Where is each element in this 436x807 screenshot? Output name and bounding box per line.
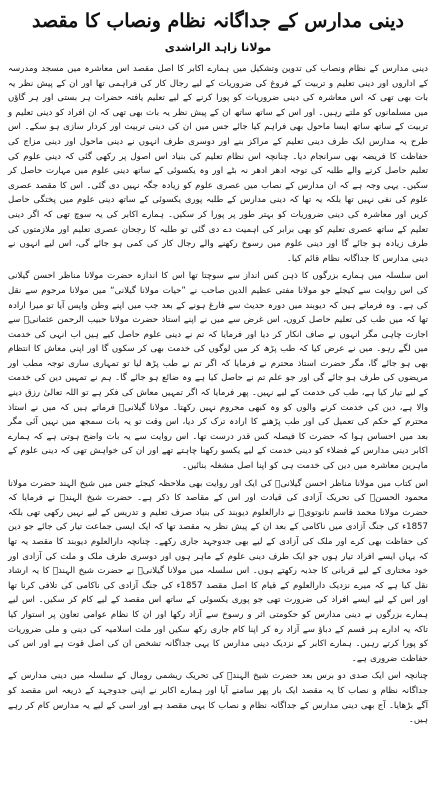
- article-paragraph: اس کتاب میں مولانا مناظر احسن گیلانیؒ کی ایک اور روایت بھی ملاحظہ کیجئے جس میں شیخ الہند حضرت مولانا محمود الحسنؒ کی تحریک آزادی کی قیادت اور اس کے مقاصد کا ذکر ہے۔ حضرت شیخ الہندؒ نے فرمایا کہ حضرت مولانا محمد قاسم نانوتویؒ نے دارالعلوم دیوبند کی بنیاد صرف تعلیم و تدریس کے لیے نہیں رکھی تھی بلکہ 1857ء کی جنگ آزادی میں ناکامی کے بعد ان کے پیش نظر یہ مقصد تھا کہ ایک ایسی جماعت تیار کی جائے جو دین کی حفاظت بھی کرے اور ملک کی آزادی کے لیے بھی جدوجہد جاری رکھے۔ چنانچہ دارالعلوم دیوبند کا مقصد یہ تھا کہ یہاں ایسے افراد تیار ہوں جو ایک طرف دینی علوم کے ماہر ہوں اور دوسری طرف ملک و ملت کی آزادی اور خود مختاری کے لیے قربانی کا جذبہ رکھتے ہوں۔ اس سلسلہ میں مولانا گیلانیؒ نے حضرت شیخ الہندؒ کا یہ ارشاد نقل کیا ہے کہ میرے نزدیک دارالعلوم کے قیام کا اصل مقصد 1857ء کی جنگ آزادی کی ناکامی کی تلافی کرنا تھا اور اس کے لیے ایسے افراد کی ضرورت تھی جو پوری یکسوئی کے ساتھ اس مقصد کے لیے کام کر سکیں۔ اس لیے ہمارے بزرگوں نے دینی مدارس کو حکومتی اثر و رسوخ سے آزاد رکھا اور ان کا نظام عوامی تعاون پر استوار کیا تاکہ یہ ادارے ہر قسم کے دباؤ سے آزاد رہ کر اپنا کام جاری رکھ سکیں اور ملت اسلامیہ کی دینی و ملی ضروریات کو پورا کرتے رہیں۔ ہمارے اکابر کے نزدیک دینی مدارس کا یہی جداگانہ تشخص ان کی اصل قوت ہے اور اس کی حفاظت ضروری ہے۔: [8, 478, 428, 664]
- article-paragraph: دینی مدارس کے نظام ونصاب کی تدوین وتشکیل میں ہمارے اکابر کا اصل مقصد اس معاشرہ میں مسجد ومدرسہ کے اداروں اور دینی تعلیم و تربیت کے فروغ کی ضروریات کے لیے رجال کار کی فراہمی تھا اور ان کے پیش نظر یہ بات بھی تھی کہ اس معاشرہ کی دینی ضروریات کو پورا کرنے کے لیے تعلیم یافتہ حضرات ہر بستی اور ہر گاؤں میں مسلمانوں کو ملتے رہیں۔ اور اس کے ساتھ ساتھ ان کے پیش نظر یہ بات بھی تھی کہ ان افراد کو دینی تعلیم و تربیت کے ساتھ ساتھ ایسا ماحول بھی فراہم کیا جائے جس میں ان کی دینی تربیت اور کردار سازی ہو سکے۔ اس طرح یہ مدارس ایک طرف دینی تعلیم کے مراکز بنے اور دوسری طرف انہوں نے دینی ماحول اور دینی مزاج کی حفاظت کا فریضہ بھی سرانجام دیا۔ چنانچہ اس نظام تعلیم کی بنیاد اس اصول پر رکھی گئی کہ دینی علوم کی تعلیم حاصل کرنے والے طلبہ کی توجہ ادھر ادھر نہ بٹے اور وہ یکسوئی کے ساتھ دینی علوم میں مہارت حاصل کر سکیں۔ یہی وجہ ہے کہ ان مدارس کے نصاب میں عصری علوم کو زیادہ جگہ نہیں دی گئی۔ اس کا مقصد عصری علوم کی نفی نہیں تھا بلکہ یہ تھا کہ دینی مدارس کے طلبہ پوری یکسوئی کے ساتھ دینی علوم میں پختگی حاصل کریں اور معاشرہ کی دینی ضروریات کو بہتر طور پر پورا کر سکیں۔ ہمارے اکابر کی یہ سوچ تھی کہ اگر دینی تعلیم کے ساتھ عصری تعلیم کو بھی برابر کی اہمیت دے دی گئی تو طلبہ کا رجحان عصری تعلیم اور ملازمتوں کی طرف زیادہ ہو جائے گا اور دینی علوم میں رسوخ رکھنے والے رجال کار کی کمی ہو جائے گی، اس لیے انہوں نے دینی مدارس کا جداگانہ نظام قائم کیا۔: [8, 64, 428, 264]
- article-title: دینی مدارس کے جداگانہ نظام ونصاب کا مقصد: [32, 10, 404, 32]
- article-paragraph: اس سلسلہ میں ہمارے بزرگوں کا ذہن کس انداز سے سوچتا تھا اس کا اندازہ حضرت مولانا مناظر احسن گیلانی کی اس روایت سے کیجئے جو مولانا مفتی عظیم الدین صاحب نے ”حیات مولانا گیلانی“ میں مولانا مرحوم سے نقل کی ہے۔ وہ فرماتے ہیں کہ دیوبند میں دورہ حدیث سے فارغ ہونے کے بعد جب میں اپنے وطن واپس آیا تو میرا ارادہ تھا کہ میں طب کی تعلیم حاصل کروں، اس غرض سے میں نے اپنے استاذ حضرت مولانا حبیب الرحمن عثمانیؒ سے اجازت چاہی مگر انہوں نے صاف انکار کر دیا اور فرمایا کہ تم نے دینی علوم حاصل کیے ہیں اب انہی کی خدمت میں لگے رہو۔ میں نے عرض کیا کہ طب پڑھ کر میں لوگوں کی خدمت بھی کر سکوں گا اور اپنی معاش کا انتظام بھی ہو جائے گا، مگر حضرت استاذ محترم نے فرمایا کہ اگر تم نے طب پڑھ لیا تو تمہاری ساری توجہ مطب اور مریضوں کی طرف ہو جائے گی اور جو علم تم نے حاصل کیا ہے وہ ضائع ہو جائے گا۔ ہم نے تمہیں دین کی خدمت کے لیے تیار کیا ہے، طب کی خدمت کے لیے نہیں۔ پھر فرمایا کہ اگر تمہیں معاش کی فکر ہے تو اللہ تعالیٰ رزق دینے والا ہے، دین کی خدمت کرنے والوں کو وہ کبھی محروم نہیں رکھتا۔ مولانا گیلانیؒ فرماتے ہیں کہ میں نے استاذ محترم کے حکم کی تعمیل کی اور طب پڑھنے کا ارادہ ترک کر دیا، اس وقت تو یہ بات سمجھ میں نہیں آئی مگر بعد میں احساس ہوا کہ حضرت کا فیصلہ کس قدر درست تھا۔ اس روایت سے یہ بات واضح ہوتی ہے کہ ہمارے اکابر دینی مدارس کے فضلاء کو دینی خدمت کے لیے یکسو رکھنا چاہتے تھے اور ان کی خواہش تھی کہ دینی علوم کے ماہرین معاشرہ میں دین کی خدمت ہی کو اپنا اصل مشغلہ بنائیں۔: [8, 271, 428, 472]
- article-author: مولانا زاہد الراشدی: [164, 41, 272, 54]
- article-paragraph: چنانچہ اس ایک صدی دو برس بعد حضرت شیخ الہندؒ کی تحریک ریشمی رومال کے سلسلہ میں دینی مدارس کے جداگانہ نظام و نصاب کا یہ مقصد ایک بار پھر سامنے آیا اور ہمارے اکابر نے اپنی جدوجہد کے ذریعہ اس مقصد کو آگے بڑھایا۔ آج بھی دینی مدارس کے جداگانہ نظام و نصاب کا یہی مقصد ہے اور اسی کے لیے یہ مدارس کام کر رہے ہیں۔: [8, 671, 428, 726]
